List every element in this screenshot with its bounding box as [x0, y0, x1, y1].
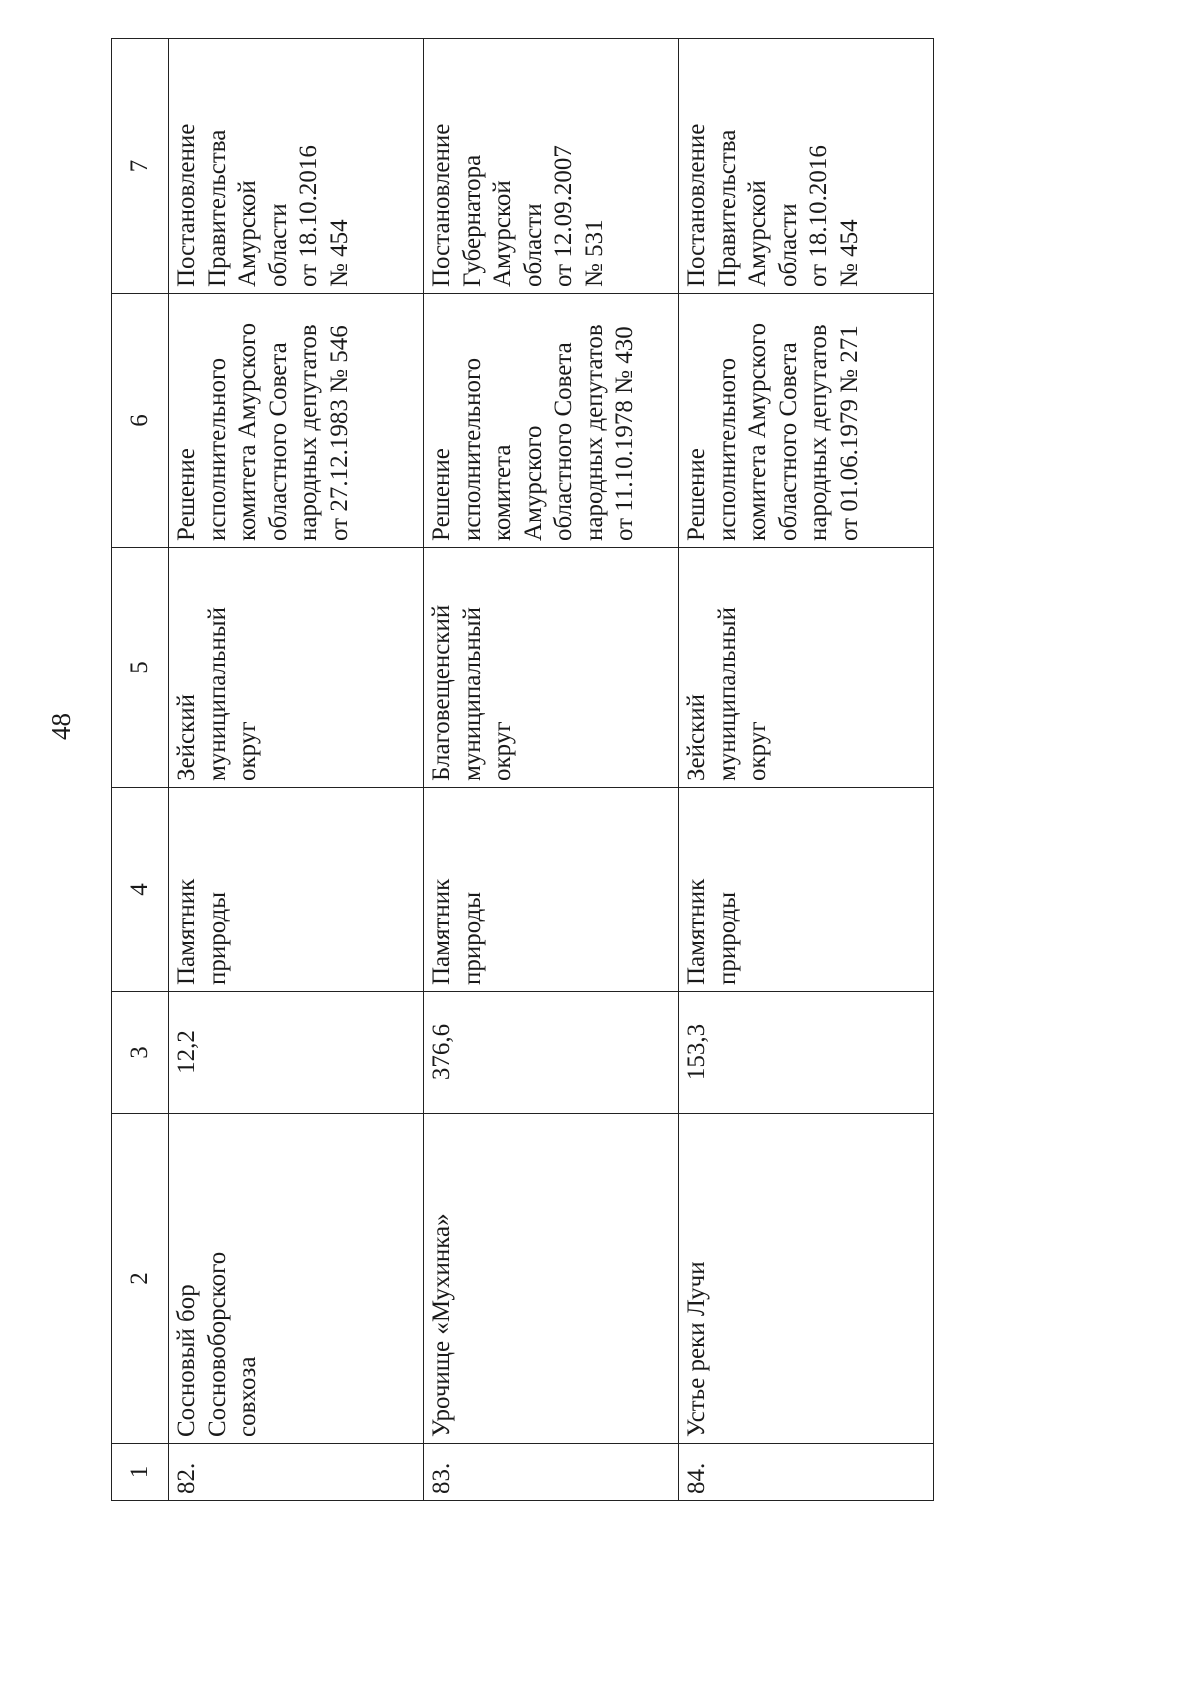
establishing-decision-line: Решение	[428, 448, 455, 541]
establishing-decision-line: областного Совета	[264, 342, 292, 541]
establishing-decision-line: народных депутатов	[805, 324, 832, 541]
location-line: муниципальный	[458, 607, 486, 781]
object-name-line: Сосновый бор	[173, 1284, 200, 1437]
area-value-cell: 12,2	[169, 992, 424, 1114]
current-act-cell	[424, 39, 679, 294]
establishing-decision-line: комитета	[489, 444, 516, 541]
establishing-decision-line: исполнительного	[458, 357, 486, 541]
current-act-line: Правительства	[203, 129, 231, 287]
current-act-line: Амурской	[744, 180, 771, 287]
object-name-cell	[424, 1114, 679, 1444]
table-row	[679, 39, 934, 1501]
location-line: Зейский	[683, 694, 710, 781]
header-cell-1: 1	[112, 1444, 169, 1501]
current-act-line: Амурской	[234, 180, 261, 287]
category-line: Памятник	[428, 878, 455, 985]
location-line: муниципальный	[203, 607, 231, 781]
area-value-cell: 153,3	[679, 992, 934, 1114]
location-line: округ	[234, 721, 261, 781]
current-act-line: № 531	[580, 219, 608, 287]
establishing-decision-cell	[169, 294, 424, 548]
header-cell-6: 6	[112, 294, 169, 548]
current-act-cell	[169, 39, 424, 294]
establishing-decision-cell	[679, 294, 934, 548]
establishing-decision-line: народных депутатов	[580, 324, 608, 541]
row-number-cell: 83.	[424, 1444, 679, 1501]
row-number-cell: 84.	[679, 1444, 934, 1501]
category-line: природы	[458, 891, 486, 985]
header-row	[112, 39, 169, 1501]
current-act-line: области	[519, 203, 547, 287]
current-act-line: Правительства	[713, 129, 741, 287]
current-act-line: Амурской	[489, 180, 516, 287]
category-cell	[424, 788, 679, 992]
location-line: муниципальный	[713, 607, 741, 781]
establishing-decision-line: от 01.06.1979 № 271	[835, 325, 863, 541]
category-line: природы	[713, 891, 741, 985]
current-act-line: Постановление	[683, 123, 710, 287]
location-line: округ	[744, 721, 771, 781]
location-cell	[679, 548, 934, 788]
current-act-line: от 18.10.2016	[295, 145, 322, 287]
establishing-decision-line: Решение	[173, 448, 200, 541]
current-act-line: Постановление	[173, 123, 200, 287]
object-name-line: Устье реки Лучи	[683, 1261, 710, 1437]
establishing-decision-line: областного Совета	[550, 342, 577, 541]
establishing-decision-line: комитета Амурского	[744, 322, 771, 541]
establishing-decision-line: от 27.12.1983 № 546	[325, 325, 353, 541]
category-cell	[679, 788, 934, 992]
object-name-line: совхоза	[234, 1356, 261, 1437]
location-line: Благовещенский	[428, 604, 455, 781]
object-name-line: Урочище «Мухинка»	[428, 1213, 455, 1437]
protected-areas-table	[111, 38, 934, 1501]
object-name-line: Сосновоборского	[203, 1251, 231, 1437]
establishing-decision-line: исполнительного	[713, 357, 741, 541]
establishing-decision-line: Амурского	[519, 425, 547, 541]
location-line: Зейский	[173, 694, 200, 781]
object-name-cell	[169, 1114, 424, 1444]
category-line: Памятник	[173, 878, 200, 985]
header-cell-5: 5	[112, 548, 169, 788]
area-value-cell: 376,6	[424, 992, 679, 1114]
establishing-decision-cell	[424, 294, 679, 548]
location-cell	[424, 548, 679, 788]
establishing-decision-line: народных депутатов	[295, 324, 322, 541]
current-act-cell	[679, 39, 934, 294]
category-line: Памятник	[683, 878, 710, 985]
establishing-decision-line: от 11.10.1978 № 430	[611, 326, 638, 541]
header-cell-3: 3	[112, 992, 169, 1114]
current-act-line: № 454	[835, 219, 863, 287]
current-act-line: Губернатора	[458, 154, 486, 287]
category-line: природы	[203, 891, 231, 985]
current-act-line: области	[264, 203, 292, 287]
current-act-line: от 18.10.2016	[805, 145, 832, 287]
current-act-line: Постановление	[428, 123, 455, 287]
establishing-decision-line: комитета Амурского	[234, 322, 261, 541]
category-cell	[169, 788, 424, 992]
header-cell-7: 7	[112, 39, 169, 294]
table-wrapper	[111, 39, 934, 1501]
header-cell-2: 2	[112, 1114, 169, 1444]
location-line: округ	[489, 721, 516, 781]
object-name-cell	[679, 1114, 934, 1444]
establishing-decision-line: областного Совета	[774, 342, 802, 541]
page-number: 48	[46, 713, 76, 740]
header-cell-4: 4	[112, 788, 169, 992]
establishing-decision-line: Решение	[683, 448, 710, 541]
current-act-line: № 454	[325, 219, 353, 287]
row-number-cell: 82.	[169, 1444, 424, 1501]
current-act-line: от 12.09.2007	[550, 145, 577, 287]
table-row	[169, 39, 424, 1501]
location-cell	[169, 548, 424, 788]
current-act-line: области	[774, 203, 802, 287]
establishing-decision-line: исполнительного	[203, 357, 231, 541]
table-row	[424, 39, 679, 1501]
